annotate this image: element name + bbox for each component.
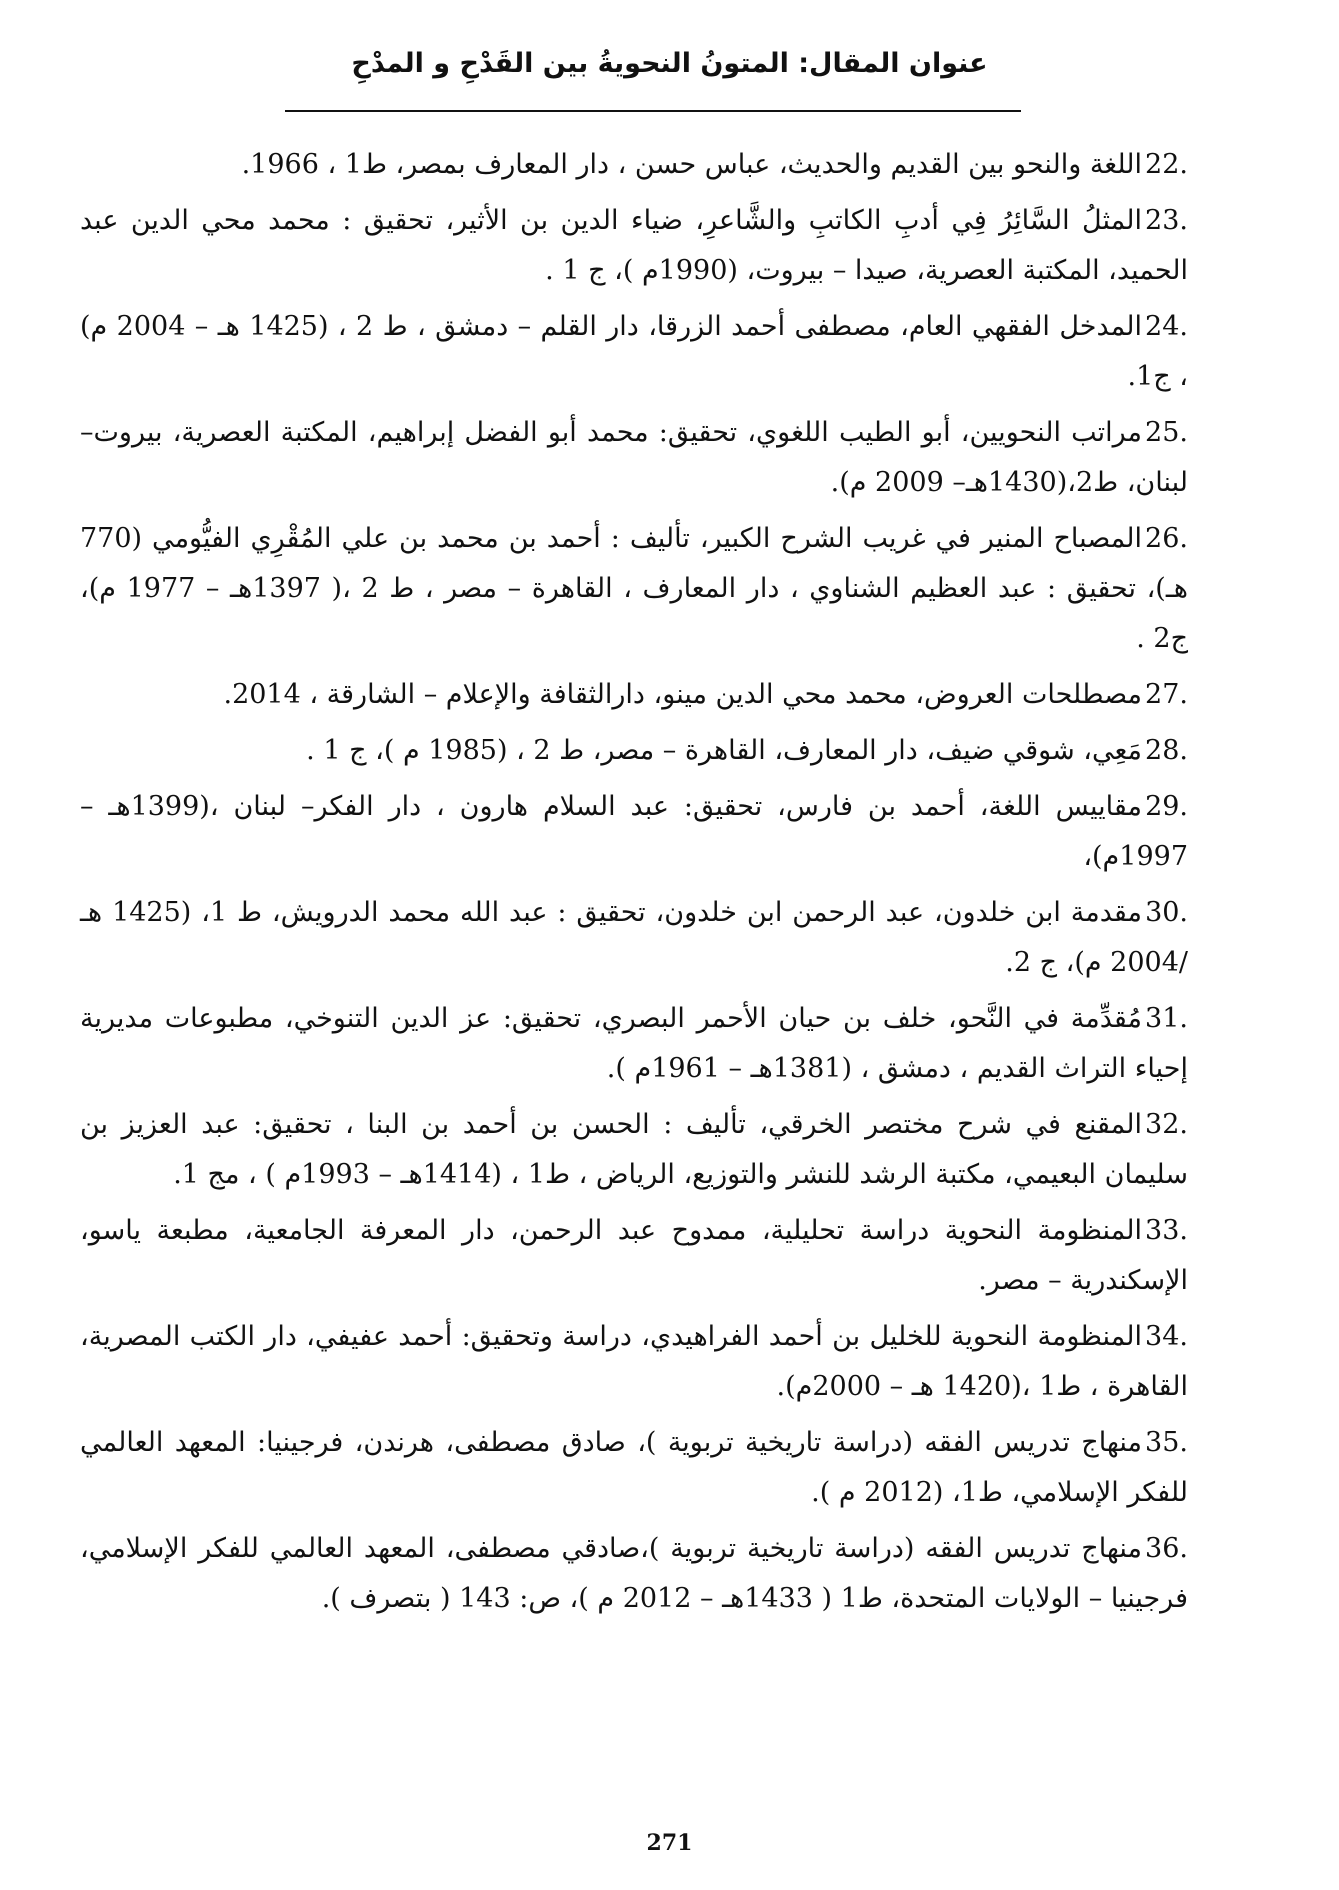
reference-item: [80, 1524, 1188, 1624]
reference-item: [80, 670, 1188, 720]
reference-number: 31.: [1145, 1003, 1188, 1034]
page-number: 271: [646, 1830, 693, 1856]
reference-text: المدخل الفقهي العام، مصطفى أحمد الزرقا، دار القلم – دمشق ، ط 2 ، (1425 هـ – 2004 م) ، ج1.: [80, 311, 1188, 392]
reference-number: 36.: [1145, 1533, 1188, 1564]
reference-text: مُقدِّمة في النَّحو، خلف بن حيان الأحمر البصري، تحقيق: عز الدين التنوخي، مطبوعات مديرية إحياء التراث القديم ، دمشق ، (1381هـ – 1961م ).: [80, 1003, 1188, 1084]
reference-item: [80, 302, 1188, 402]
reference-item: [80, 408, 1188, 508]
reference-number: 22.: [1145, 149, 1188, 180]
reference-number: 25.: [1145, 417, 1188, 448]
reference-text: المقنع في شرح مختصر الخرقي، تأليف : الحسن بن أحمد بن البنا ، تحقيق: عبد العزيز بن سليمان البعيمي، مكتبة الرشد للنشر والتوزيع، الرياض ، ط1 ، (1414هـ – 1993م ) ، مج 1.: [80, 1109, 1188, 1190]
reference-number: 32.: [1145, 1109, 1188, 1140]
reference-number: 28.: [1145, 735, 1188, 766]
reference-item: [80, 782, 1188, 882]
reference-item: [80, 1100, 1188, 1200]
reference-number: 34.: [1145, 1321, 1188, 1352]
header-rule: [285, 110, 1021, 112]
reference-number: 24.: [1145, 311, 1188, 342]
reference-number: 33.: [1145, 1215, 1188, 1246]
reference-number: 27.: [1145, 679, 1188, 710]
reference-number: 26.: [1145, 523, 1188, 554]
reference-number: 23.: [1145, 205, 1188, 236]
reference-item: [80, 1418, 1188, 1518]
reference-text: مصطلحات العروض، محمد محي الدين مينو، دارالثقافة والإعلام – الشارقة ، 2014.: [223, 679, 1142, 710]
reference-text: المنظومة النحوية دراسة تحليلية، ممدوح عبد الرحمن، دار المعرفة الجامعية، مطبعة ياسو، الإسكندرية – مصر.: [80, 1215, 1188, 1296]
reference-text: مَعِي، شوقي ضيف، دار المعارف، القاهرة – مصر، ط 2 ، (1985 م )، ج 1 .: [306, 735, 1142, 766]
reference-item: [80, 1206, 1188, 1306]
reference-item: [80, 888, 1188, 988]
reference-item: [80, 140, 1188, 190]
reference-item: [80, 196, 1188, 296]
reference-text: المثلُ السَّائِرُ فِي أدبِ الكاتبِ والشَّاعرِ، ضياء الدين بن الأثير، تحقيق : محمد محي الدين عبد الحميد، المكتبة العصرية، صيدا – بيروت، (1990م )، ج 1 .: [80, 205, 1188, 286]
reference-text: مراتب النحويين، أبو الطيب اللغوي، تحقيق: محمد أبو الفضل إبراهيم، المكتبة العصرية، بيروت– لبنان، ط2،(1430هـ– 2009 م).: [80, 417, 1188, 498]
reference-text: مقدمة ابن خلدون، عبد الرحمن ابن خلدون، تحقيق : عبد الله محمد الدرويش، ط 1، (1425 هـ /2004 م)، ج 2.: [80, 897, 1188, 978]
reference-text: اللغة والنحو بين القديم والحديث، عباس حسن ، دار المعارف بمصر، ط1 ، 1966.: [241, 149, 1142, 180]
reference-number: 29.: [1145, 791, 1189, 822]
reference-text: مقاييس اللغة، أحمد بن فارس، تحقيق: عبد السلام هارون ، دار الفكر– لبنان ،(1399هـ – 1997م)،: [80, 791, 1188, 872]
reference-item: [80, 726, 1188, 776]
reference-number: 35.: [1145, 1427, 1188, 1458]
reference-item: [80, 994, 1188, 1094]
reference-text: المصباح المنير في غريب الشرح الكبير، تأليف : أحمد بن محمد بن علي المُقْرِي الفيُّومي (770 هـ)، تحقيق : عبد العظيم الشناوي ، دار المعارف ، القاهرة – مصر ، ط 2 ،( 1397هـ – 1977 م)، ج2 .: [80, 523, 1188, 654]
reference-text: المنظومة النحوية للخليل بن أحمد الفراهيدي، دراسة وتحقيق: أحمد عفيفي، دار الكتب المصرية، القاهرة ، ط1 ،(1420 هـ – 2000م).: [80, 1321, 1188, 1402]
reference-text: منهاج تدريس الفقه (دراسة تاريخية تربوية )، صادق مصطفى، هرندن، فرجينيا: المعهد العالمي للفكر الإسلامي، ط1، (2012 م ).: [80, 1427, 1188, 1508]
reference-item: [80, 514, 1188, 664]
reference-text: منهاج تدريس الفقه (دراسة تاريخية تربوية )،صادقي مصطفى، المعهد العالمي للفكر الإسلامي، فرجينيا – الولايات المتحدة، ط1 ( 1433هـ – 2012 م )، ص: 143 ( بتصرف ).: [80, 1533, 1188, 1614]
reference-list: [80, 140, 1188, 1630]
page-title: عنوان المقال: المتونُ النحويةُ بين القَدْحِ و المدْحِ: [351, 48, 988, 79]
reference-number: 30.: [1145, 897, 1189, 928]
reference-item: [80, 1312, 1188, 1412]
